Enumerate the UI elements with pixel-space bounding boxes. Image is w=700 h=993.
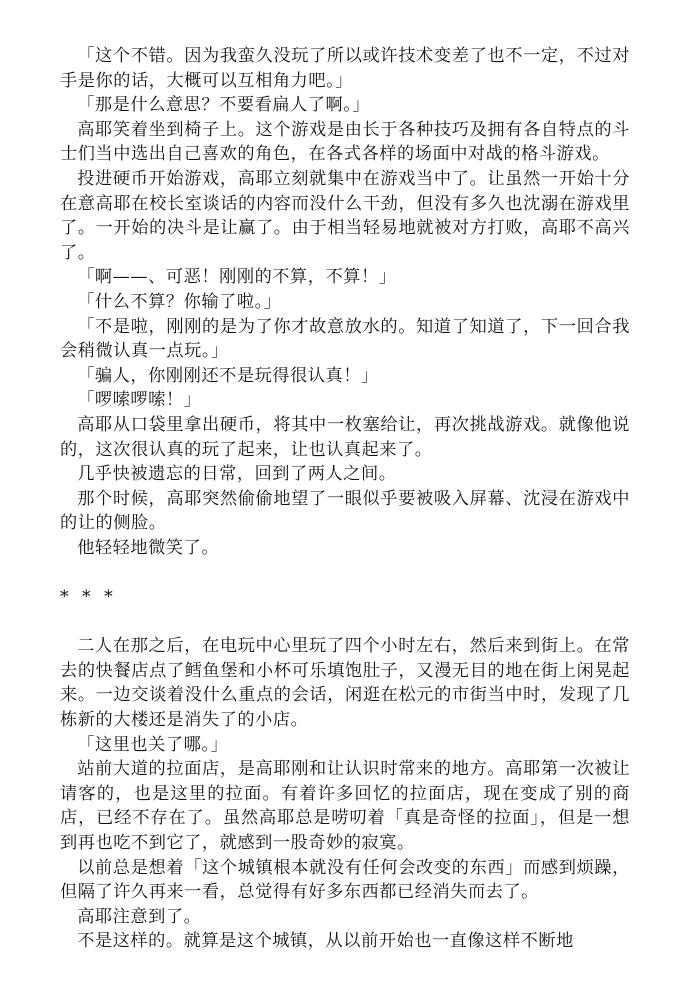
scene-break: * * * (60, 587, 117, 608)
paragraph: 「这个不错。因为我蛮久没玩了所以或许技术变差了也不一定，不过对手是你的话，大概可以互相角力吧。」 (60, 46, 630, 91)
paragraph: 不是这样的。就算是这个城镇，从以前开始也一直像这样不断地 (77, 931, 574, 952)
paragraph: 「那是什么意思？不要看扁人了啊。」 (77, 95, 371, 116)
paragraph: 那个时候，高耶突然偷偷地望了一眼似乎要被吸入屏幕、沈浸在游戏中的让的侧脸。 (60, 488, 630, 534)
paragraph: 投进硬币开始游戏，高耶立刻就集中在游戏当中了。让虽然一开始十分在意高耶在校长室谈话的内容而没什么干劲，但没有多久也沈溺在游戏里了。一开始的决斗是让赢了。由于相当轻易地就被对方打败，高耶不高兴了。 (60, 168, 630, 263)
paragraph: 高耶注意到了。 (77, 906, 202, 927)
paragraph: 「骗人，你刚刚还不是玩得很认真！」 (77, 365, 379, 386)
paragraph: 「这里也关了哪。」 (77, 734, 229, 755)
blank-line (60, 560, 630, 585)
novel-page (60, 44, 630, 954)
paragraph: 几乎快被遗忘的日常，回到了两人之间。 (77, 464, 397, 485)
paragraph: 「不是啦，刚刚的是为了你才故意放水的。知道了知道了，下一回合我会稍微认真一点玩。」 (60, 316, 630, 362)
paragraph: 「啊——、可恶！刚刚的不算，不算！」 (77, 267, 397, 288)
paragraph: 高耶从口袋里拿出硬币，将其中一枚塞给让，再次挑战游戏。就像他说的，这次很认真的玩了起来，让也认真起来了。 (60, 414, 630, 460)
paragraph: 「什么不算？你输了啦。」 (77, 291, 282, 312)
paragraph: 「啰嗦啰嗦！」 (77, 390, 202, 411)
paragraph: 以前总是想着「这个城镇根本就没有任何会改变的东西」而感到烦躁，但隔了许久再来一看，总觉得有好多东西都已经消失而去了。 (60, 857, 630, 903)
paragraph: 高耶笑着坐到椅子上。这个游戏是由长于各种技巧及拥有各自特点的斗士们当中选出自己喜欢的角色，在各式各样的场面中对战的格斗游戏。 (60, 119, 630, 165)
paragraph: 他轻轻地微笑了。 (77, 537, 220, 558)
paragraph: 站前大道的拉面店，是高耶刚和让认识时常来的地方。高耶第一次被让请客的，也是这里的拉面。有着许多回忆的拉面店，现在变成了别的商店，已经不存在了。虽然高耶总是唠叨着「真是奇怪的拉面」，但是一想到再也吃不到它了，就感到一股奇妙的寂寞。 (60, 759, 630, 853)
blank-line (60, 610, 630, 635)
paragraph: 二人在那之后，在电玩中心里玩了四个小时左右，然后来到街上。在常去的快餐店点了鳕鱼堡和小杯可乐填饱肚子，又漫无目的地在街上闲晃起来。一边交谈着没什么重点的会话，闲逛在松元的市街当中时，发现了几栋新的大楼还是消失了的小店。 (60, 636, 630, 731)
